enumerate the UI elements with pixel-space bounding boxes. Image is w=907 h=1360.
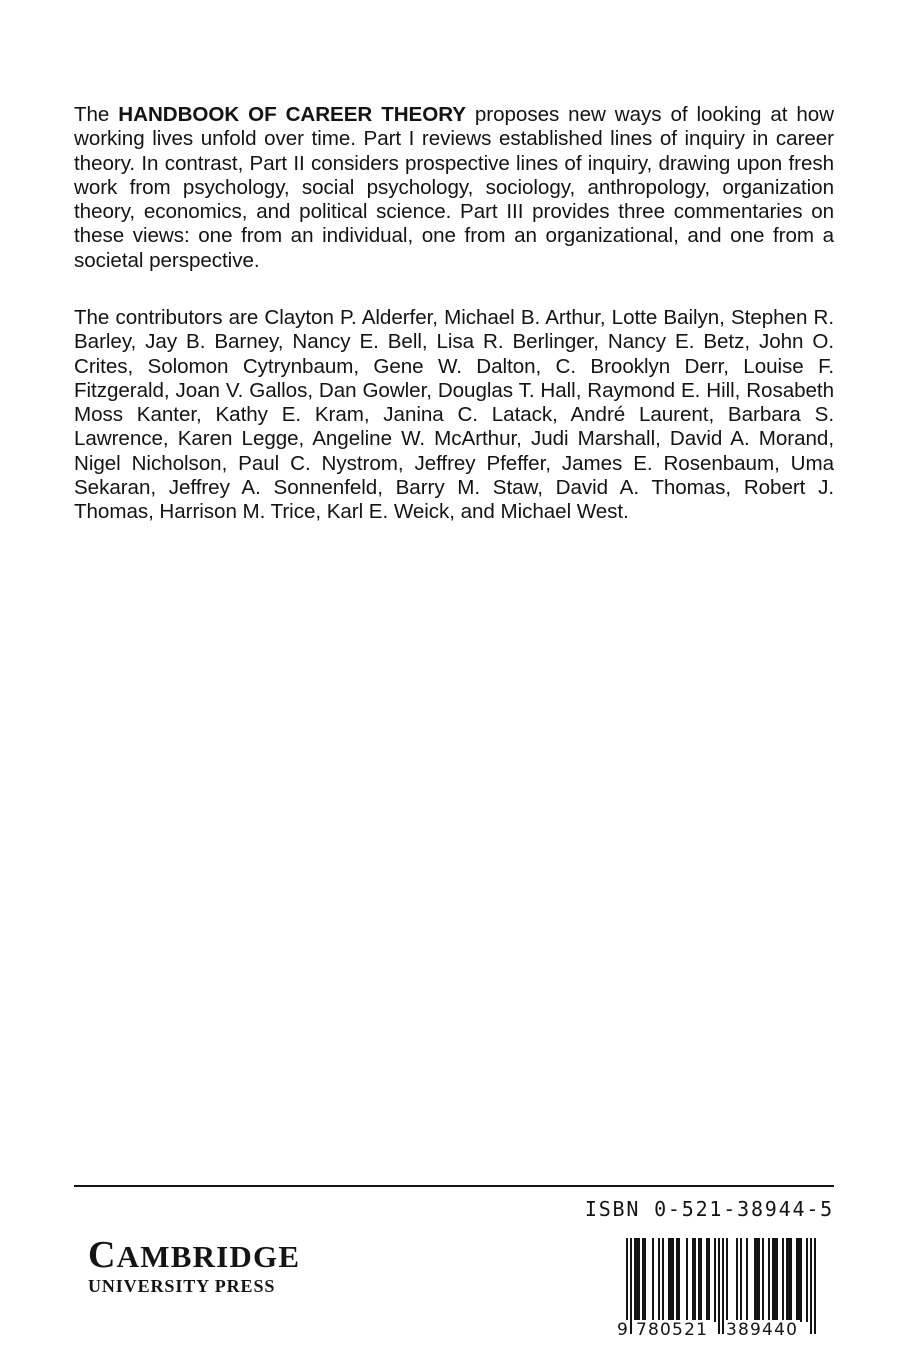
barcode-bar	[768, 1238, 770, 1322]
barcode-bar	[806, 1238, 808, 1322]
barcode-bar	[782, 1238, 784, 1322]
barcode-left-digits: 780521	[636, 1320, 709, 1340]
description-text: proposes new ways of looking at how working lives unfold over time. Part I reviews established lines of inquiry in career theory. In contrast, Part II considers prospective lines of inquiry, drawing upon fresh work from psychology, social psychology, sociology, anthropology, organization theory, economics, and political science. Part III provides three commentaries on these views: one from an individual, one from an organizational, and one from a societal perspective.	[74, 103, 834, 272]
barcode-bar	[746, 1238, 748, 1322]
barcode-bar	[800, 1238, 802, 1322]
barcode-bar	[638, 1238, 640, 1322]
barcode-bar	[762, 1238, 764, 1322]
barcode-guard-bar	[630, 1238, 632, 1334]
isbn-number: ISBN 0-521-38944-5	[584, 1197, 834, 1221]
horizontal-rule	[74, 1185, 834, 1187]
barcode-bar	[686, 1238, 688, 1322]
barcode-bar	[786, 1238, 788, 1322]
barcode-bar	[668, 1238, 670, 1322]
barcode-bar	[634, 1238, 636, 1322]
barcode-bar	[796, 1238, 798, 1322]
barcode-bar	[708, 1238, 710, 1322]
barcode-bar	[772, 1238, 774, 1322]
barcode-bar	[662, 1238, 664, 1322]
barcode-bar	[670, 1238, 672, 1322]
barcode-bar	[758, 1238, 760, 1322]
barcode-bar	[798, 1238, 800, 1322]
barcode-bar	[678, 1238, 680, 1322]
barcode-bar	[700, 1238, 702, 1322]
barcode-bar	[698, 1238, 700, 1322]
barcode-guard-bar	[810, 1238, 812, 1334]
barcode-bar	[642, 1238, 644, 1322]
barcode-bar	[644, 1238, 646, 1322]
barcode-bar	[774, 1238, 776, 1322]
publisher-name: CAMBRIDGE	[88, 1234, 301, 1276]
description-paragraph	[74, 103, 834, 273]
barcode-bar	[694, 1238, 696, 1322]
barcode-bar	[756, 1238, 758, 1322]
barcode-bar	[706, 1238, 708, 1322]
book-title: HANDBOOK OF CAREER THEORY	[118, 103, 466, 126]
barcode-first-digit: 9	[617, 1320, 630, 1340]
barcode-bar	[788, 1238, 790, 1322]
barcode-bar	[714, 1238, 716, 1322]
barcode-bar	[658, 1238, 660, 1322]
barcode-bar	[726, 1238, 728, 1322]
barcode-bar	[776, 1238, 778, 1322]
publisher-subtitle: UNIVERSITY PRESS	[88, 1276, 276, 1296]
description-lead: The	[74, 103, 119, 126]
barcode-bar	[636, 1238, 638, 1322]
contributors-paragraph: The contributors are Clayton P. Alderfer, Michael B. Arthur, Lotte Bailyn, Stephen R. Barley, Jay B. Barney, Nancy E. Bell, Lisa R. Berlinger, Nancy E. Betz, John O. Crites, Solomon Cytrynbaum, Gene W. Dalton, C. Brooklyn Derr, Louise F. Fitzgerald, Joan V. Gallos, Dan Gowler, Douglas T. Hall, Raymond E. Hill, Rosabeth Moss Kanter, Kathy E. Kram, Janina C. Latack, André Laurent, Barbara S. Lawrence, Karen Legge, Angeline W. McArthur, Judi Marshall, David A. Morand, Nigel Nicholson, Paul C. Nystrom, Jeffrey Pfeffer, James E. Rosenbaum, Uma Sekaran, Jeffrey A. Sonnenfeld, Barry M. Staw, David A. Thomas, Robert J. Thomas, Harrison M. Trice, Karl E. Weick, and Michael West.	[74, 306, 834, 524]
barcode-bar	[736, 1238, 738, 1322]
barcode-bar	[676, 1238, 678, 1322]
barcode-bar	[692, 1238, 694, 1322]
barcode-bar	[790, 1238, 792, 1322]
barcode-guard-bar	[718, 1238, 720, 1334]
barcode-right-digits: 389440	[726, 1320, 799, 1340]
barcode-bar	[672, 1238, 674, 1322]
publisher-logo	[88, 1234, 301, 1298]
barcode	[614, 1238, 828, 1346]
barcode-guard-bar	[814, 1238, 816, 1334]
barcode-bar	[652, 1238, 654, 1322]
barcode-bar	[754, 1238, 756, 1322]
barcode-bar	[740, 1238, 742, 1322]
